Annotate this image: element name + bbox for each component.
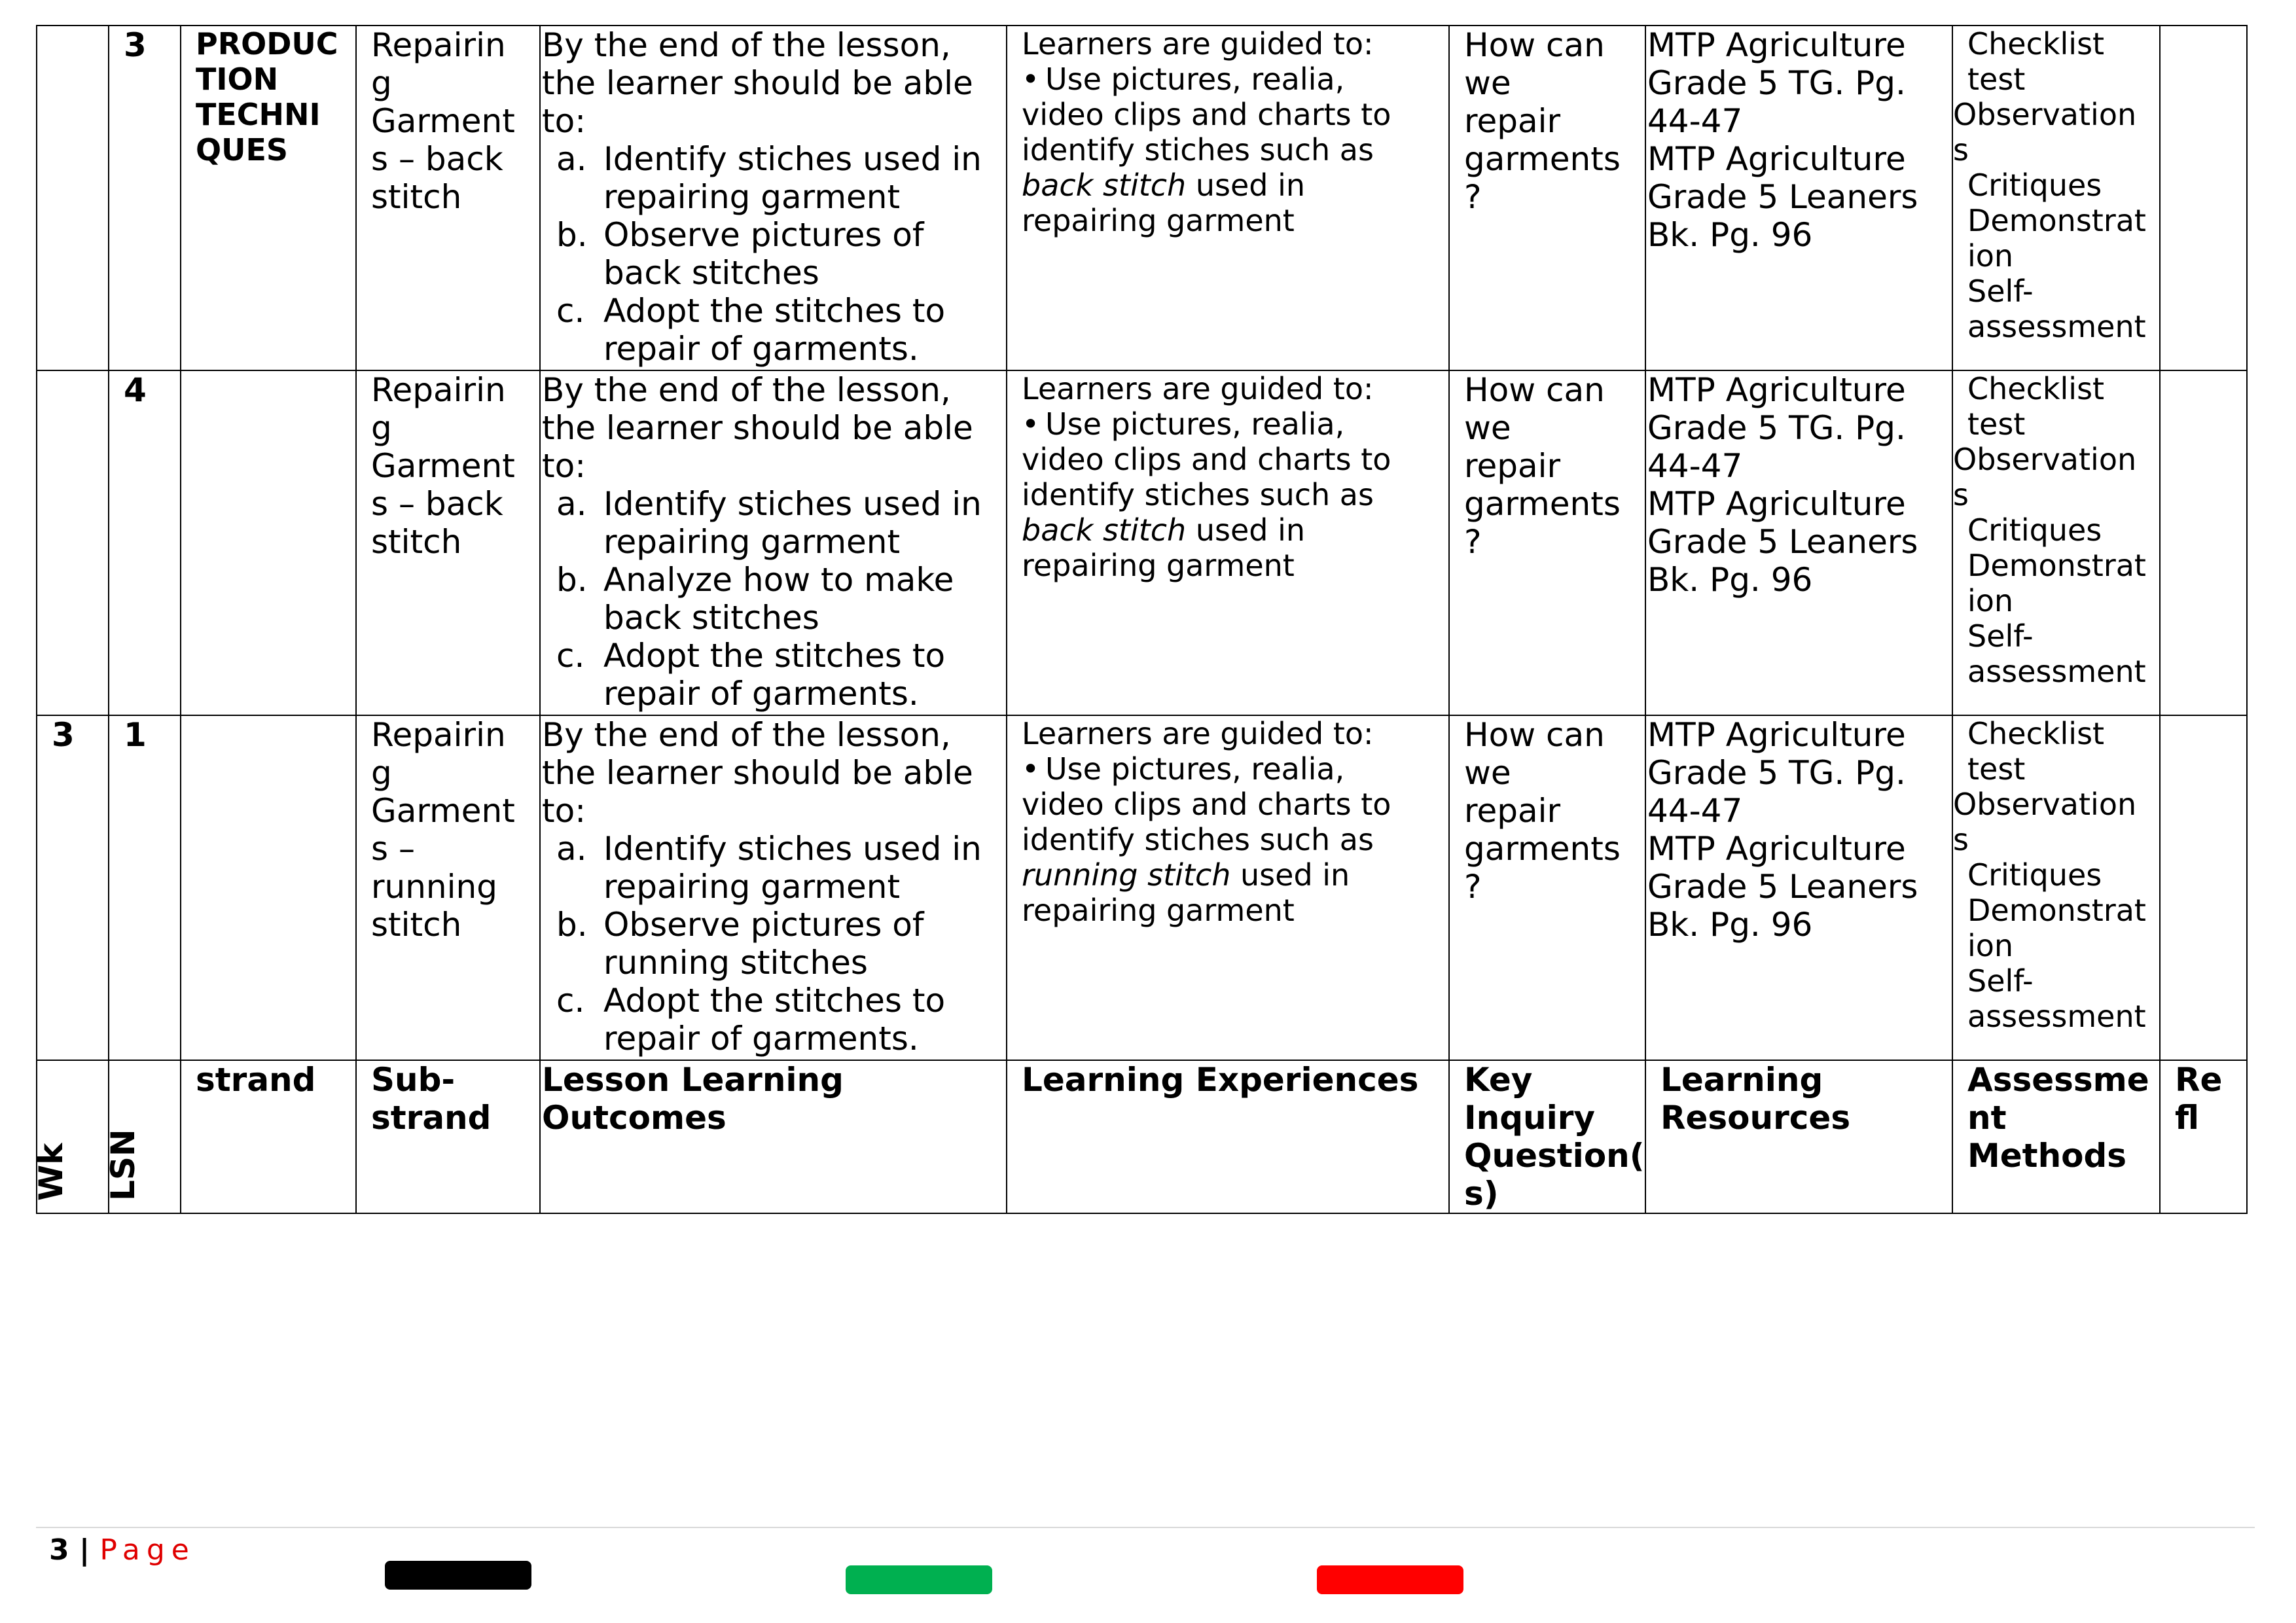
assessment-line: Checklist [1967, 26, 2105, 62]
resources-cell [1645, 715, 1952, 1060]
outcome-line: Observe pictures of [603, 906, 924, 944]
sub-strand-line: g [371, 754, 392, 792]
header-reflection-line: fl [2175, 1099, 2200, 1137]
footer-divider [36, 1527, 2255, 1528]
assessment-cell [1952, 26, 2160, 370]
header-lesson [104, 1060, 181, 1213]
outcome-marker: a. [556, 830, 587, 868]
assessment-cell [1952, 715, 2160, 1060]
resources-line: 44-47 [1647, 792, 1743, 830]
question-line: garments [1464, 830, 1621, 868]
experiences-line-rest: used in [1186, 168, 1306, 203]
experiences-intro: Learners are guided to: [1022, 26, 1374, 62]
strand-line: QUES [196, 132, 289, 168]
page-word: Page [99, 1533, 196, 1567]
assessment-line: Observation [1953, 787, 2137, 822]
outcome-line: Identify stiches used in [603, 485, 982, 523]
scheme-of-work-table [32, 25, 2248, 1214]
outcome-marker: a. [556, 140, 587, 178]
page-separator: | [69, 1533, 100, 1567]
assessment-line: Observation [1953, 442, 2137, 477]
outcome-line: running stitches [603, 944, 868, 982]
assessment-line: Checklist [1967, 716, 2105, 751]
outcomes-cell [540, 715, 1007, 1060]
assessment-line: Self- [1967, 963, 2034, 999]
experiences-line: video clips and charts to [1022, 97, 1391, 132]
outcomes-list [542, 485, 1006, 713]
question-line: we [1464, 64, 1511, 102]
header-week [32, 1060, 109, 1213]
outcomes-intro-line: By the end of the lesson, [542, 716, 951, 754]
outcome-marker: b. [556, 561, 588, 599]
outcome-line: repairing garment [603, 523, 901, 561]
strand-line: TECHNI [196, 97, 321, 132]
header-assessment-line: Assessme [1967, 1061, 2149, 1099]
sub-strand-cell [356, 370, 540, 715]
outcome-item [542, 561, 1006, 637]
experiences-line: repairing garment [1022, 893, 1295, 928]
header-outcomes [540, 1060, 1007, 1213]
strand-cell [181, 26, 356, 370]
question-line: ? [1464, 868, 1482, 906]
lesson-row [37, 715, 2247, 1060]
header-experiences [1007, 1060, 1449, 1213]
resources-line: Bk. Pg. 96 [1647, 561, 1813, 599]
header-question-line: Inquiry [1464, 1099, 1595, 1137]
assessment-line: Demonstrat [1967, 548, 2146, 583]
lesson-row [37, 370, 2247, 715]
outcome-line: back stitches [603, 254, 819, 292]
resources-line: Grade 5 TG. Pg. [1647, 754, 1906, 792]
sub-strand-line: Repairin [371, 371, 506, 409]
question-line: How can [1464, 716, 1605, 754]
question-line: repair [1464, 792, 1561, 830]
header-outcomes-line: Lesson Learning [542, 1061, 844, 1099]
experiences-bullet-item [1022, 406, 1448, 442]
strand-line: TION [196, 62, 279, 97]
assessment-cell [1952, 370, 2160, 715]
header-strand-label: strand [196, 1061, 316, 1099]
sub-strand-line: s – back [371, 140, 503, 178]
question-cell [1449, 370, 1645, 715]
experiences-intro: Learners are guided to: [1022, 716, 1374, 751]
page-footer [49, 1533, 196, 1568]
resources-line: 44-47 [1647, 447, 1743, 485]
resources-line: MTP Agriculture [1647, 716, 1906, 754]
outcome-line: repair of garments. [603, 330, 919, 368]
experiences-line [1022, 512, 1448, 548]
outcomes-list [542, 830, 1006, 1058]
question-line: ? [1464, 523, 1482, 561]
question-line: How can [1464, 371, 1605, 409]
assessment-line: test [1967, 751, 2026, 787]
experiences-bullet-item [1022, 751, 1448, 787]
experiences-bullet-item [1022, 62, 1448, 97]
question-line: ? [1464, 178, 1482, 216]
experiences-intro: Learners are guided to: [1022, 371, 1374, 406]
outcomes-cell [540, 26, 1007, 370]
experiences-line-rest: used in [1186, 512, 1306, 548]
reflection-cell [2160, 26, 2247, 370]
sub-strand-line: Repairin [371, 26, 506, 64]
header-sub-strand [356, 1060, 540, 1213]
outcomes-cell [540, 370, 1007, 715]
outcomes-intro [542, 371, 1006, 485]
experiences-line: identify stiches such as [1022, 132, 1374, 168]
outcomes-list [542, 140, 1006, 368]
resources-line: Grade 5 Leaners [1647, 178, 1918, 216]
experiences-cell [1007, 370, 1449, 715]
question-line: How can [1464, 26, 1605, 64]
outcomes-intro-line: to: [542, 792, 586, 830]
week-cell [37, 370, 109, 715]
outcome-line: Adopt the stitches to [603, 982, 946, 1020]
question-line: repair [1464, 447, 1561, 485]
experiences-cell [1007, 26, 1449, 370]
outcomes-intro-line: the learner should be able [542, 754, 973, 792]
stitch-name: running stitch [1022, 857, 1231, 893]
lesson-cell [109, 26, 181, 370]
outcome-line: Observe pictures of [603, 216, 924, 254]
outcome-marker: b. [556, 216, 588, 254]
outcome-line: repair of garments. [603, 1020, 919, 1058]
resources-line: Bk. Pg. 96 [1647, 216, 1813, 254]
stitch-name: back stitch [1022, 168, 1187, 203]
lesson-row [37, 26, 2247, 370]
question-line: we [1464, 754, 1511, 792]
outcomes-intro [542, 26, 1006, 140]
outcomes-intro-line: the learner should be able [542, 64, 973, 102]
sub-strand-line: Repairin [371, 716, 506, 754]
assessment-line: Demonstrat [1967, 203, 2146, 238]
outcome-item [542, 982, 1006, 1058]
sub-strand-line: Garment [371, 792, 515, 830]
sub-strand-cell [356, 26, 540, 370]
week-cell [37, 26, 109, 370]
question-line: we [1464, 409, 1511, 447]
outcome-line: Identify stiches used in [603, 140, 982, 178]
outcomes-intro-line: By the end of the lesson, [542, 371, 951, 409]
outcome-line: back stitches [603, 599, 819, 637]
outcome-line: repair of garments. [603, 675, 919, 713]
sub-strand-line: stitch [371, 523, 462, 561]
sub-strand-line: running [371, 868, 497, 906]
lesson-cell [109, 370, 181, 715]
experiences-line: repairing garment [1022, 548, 1295, 583]
header-resources-line: Resources [1660, 1099, 1851, 1137]
question-cell [1449, 26, 1645, 370]
outcome-line: repairing garment [603, 868, 901, 906]
assessment-line: test [1967, 62, 2026, 97]
strand-line: PRODUC [196, 26, 338, 62]
experiences-line: video clips and charts to [1022, 442, 1391, 477]
experiences-line: identify stiches such as [1022, 822, 1374, 857]
header-reflection-line: Re [2175, 1061, 2223, 1099]
assessment-line: assessment [1967, 999, 2146, 1034]
outcome-marker: c. [556, 637, 585, 675]
sub-strand-line: g [371, 64, 392, 102]
outcome-item [542, 906, 1006, 982]
question-line: garments [1464, 140, 1621, 178]
header-question-line: Key [1464, 1061, 1533, 1099]
outcomes-intro-line: to: [542, 447, 586, 485]
outcome-item [542, 216, 1006, 292]
outcomes-intro-line: By the end of the lesson, [542, 26, 951, 64]
header-sub-strand-line: Sub- [371, 1061, 456, 1099]
experiences-line: Use pictures, realia, [1045, 406, 1345, 442]
page-number: 3 [49, 1533, 69, 1567]
strand-cell [181, 715, 356, 1060]
bullet-glyph: • [1022, 406, 1040, 442]
lesson-cell [109, 715, 181, 1060]
sub-strand-line: Garment [371, 447, 515, 485]
bullet-glyph: • [1022, 751, 1040, 787]
experiences-line [1022, 168, 1448, 203]
resources-line: 44-47 [1647, 102, 1743, 140]
header-question-line: Question( [1464, 1137, 1645, 1175]
resources-line: MTP Agriculture [1647, 371, 1906, 409]
experiences-line: identify stiches such as [1022, 477, 1374, 512]
header-strand [181, 1060, 356, 1213]
header-experiences-label: Learning Experiences [1022, 1061, 1419, 1099]
assessment-line: test [1967, 406, 2026, 442]
lesson-number: 3 [124, 26, 147, 64]
reflection-cell [2160, 715, 2247, 1060]
header-assessment [1952, 1060, 2160, 1213]
assessment-line: ion [1967, 583, 2014, 618]
outcome-marker: b. [556, 906, 588, 944]
assessment-line: ion [1967, 928, 2014, 963]
question-line: garments [1464, 485, 1621, 523]
outcomes-intro-line: the learner should be able [542, 409, 973, 447]
assessment-line: s [1953, 132, 1969, 168]
header-question [1449, 1060, 1645, 1213]
resources-line: MTP Agriculture [1647, 140, 1906, 178]
assessment-line: Checklist [1967, 371, 2105, 406]
assessment-line: assessment [1967, 309, 2146, 344]
sub-strand-line: s – [371, 830, 415, 868]
resources-cell [1645, 370, 1952, 715]
experiences-line: Use pictures, realia, [1045, 751, 1345, 787]
outcome-marker: c. [556, 982, 585, 1020]
flag-bar-red [1317, 1565, 1463, 1594]
experiences-line: video clips and charts to [1022, 787, 1391, 822]
outcome-line: Analyze how to make [603, 561, 954, 599]
week-cell [37, 715, 109, 1060]
assessment-line: Critiques [1967, 168, 2102, 203]
assessment-line: Critiques [1967, 512, 2102, 548]
sub-strand-cell [356, 715, 540, 1060]
strand-cell [181, 370, 356, 715]
outcome-item [542, 485, 1006, 561]
resources-cell [1645, 26, 1952, 370]
resources-line: Grade 5 TG. Pg. [1647, 409, 1906, 447]
sub-strand-line: stitch [371, 178, 462, 216]
experiences-cell [1007, 715, 1449, 1060]
assessment-line: assessment [1967, 654, 2146, 689]
outcome-marker: c. [556, 292, 585, 330]
outcome-item [542, 637, 1006, 713]
stitch-name: back stitch [1022, 512, 1187, 548]
resources-line: Grade 5 Leaners [1647, 523, 1918, 561]
lesson-number: 4 [124, 371, 147, 409]
header-week-label: Wk [32, 1143, 70, 1201]
assessment-line: s [1953, 477, 1969, 512]
resources-line: Grade 5 Leaners [1647, 868, 1918, 906]
experiences-line [1022, 857, 1448, 893]
assessment-line: s [1953, 822, 1969, 857]
header-assessment-line: nt [1967, 1099, 2007, 1137]
assessment-line: Critiques [1967, 857, 2102, 893]
outcomes-intro [542, 716, 1006, 830]
outcome-item [542, 830, 1006, 906]
header-outcomes-line: Outcomes [542, 1099, 726, 1137]
header-lesson-label: LSN [104, 1129, 142, 1201]
sub-strand-line: Garment [371, 102, 515, 140]
header-resources [1645, 1060, 1952, 1213]
header-question-line: s) [1464, 1175, 1499, 1213]
sub-strand-line: g [371, 409, 392, 447]
question-line: repair [1464, 102, 1561, 140]
assessment-line: ion [1967, 238, 2014, 274]
header-assessment-line: Methods [1967, 1137, 2127, 1175]
resources-line: Bk. Pg. 96 [1647, 906, 1813, 944]
outcome-item [542, 140, 1006, 216]
outcome-marker: a. [556, 485, 587, 523]
header-resources-line: Learning [1660, 1061, 1823, 1099]
sub-strand-line: stitch [371, 906, 462, 944]
assessment-line: Demonstrat [1967, 893, 2146, 928]
header-sub-strand-line: strand [371, 1099, 492, 1137]
assessment-line: Observation [1953, 97, 2137, 132]
week-number: 3 [52, 716, 75, 754]
lesson-number: 1 [124, 716, 147, 754]
bullet-glyph: • [1022, 62, 1040, 97]
resources-line: MTP Agriculture [1647, 26, 1906, 64]
outcome-line: repairing garment [603, 178, 901, 216]
column-header-row [37, 1060, 2247, 1213]
experiences-line: Use pictures, realia, [1045, 62, 1345, 97]
outcome-item [542, 292, 1006, 368]
experiences-line-rest: used in [1230, 857, 1350, 893]
flag-bar-green [846, 1565, 992, 1594]
resources-line: MTP Agriculture [1647, 485, 1906, 523]
resources-line: MTP Agriculture [1647, 830, 1906, 868]
assessment-line: Self- [1967, 274, 2034, 309]
experiences-line: repairing garment [1022, 203, 1295, 238]
resources-line: Grade 5 TG. Pg. [1647, 64, 1906, 102]
flag-bar-black [385, 1561, 531, 1590]
outcome-line: Adopt the stitches to [603, 292, 946, 330]
question-cell [1449, 715, 1645, 1060]
sub-strand-line: s – back [371, 485, 503, 523]
assessment-line: Self- [1967, 618, 2034, 654]
header-reflection [2160, 1060, 2247, 1213]
outcome-line: Identify stiches used in [603, 830, 982, 868]
outcome-line: Adopt the stitches to [603, 637, 946, 675]
reflection-cell [2160, 370, 2247, 715]
outcomes-intro-line: to: [542, 102, 586, 140]
